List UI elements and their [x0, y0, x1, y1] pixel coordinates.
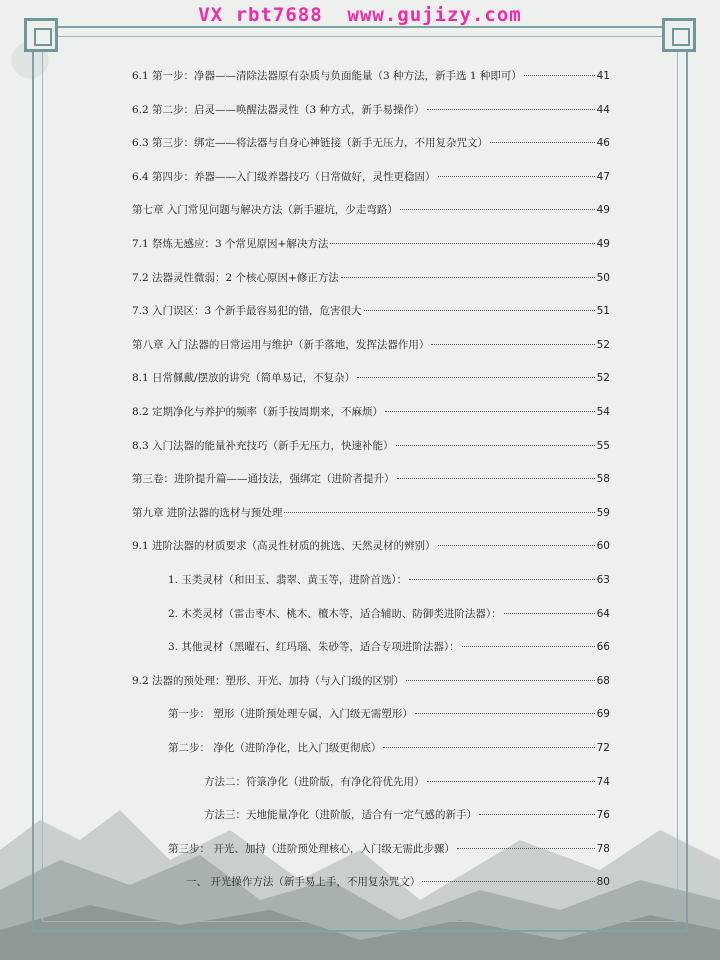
toc-entry-title: 3. 其他灵材（黑曜石、红玛瑙、朱砂等，适合专项进阶法器）： [168, 641, 460, 654]
watermark-text: VX rbt7688 www.gujizy.com [198, 4, 522, 26]
toc-entry-title: 6.1 第一步：净器——清除法器原有杂质与负面能量（3 种方法，新手选 1 种即可） [132, 70, 522, 82]
toc-page-number: 47 [596, 170, 610, 183]
toc-entry[interactable] [168, 841, 610, 857]
toc-entry-title: 6.3 第三步：绑定——将法器与自身心神链接（新手无压力，不用复杂咒文） [132, 137, 489, 150]
toc-dot-leader [385, 401, 595, 412]
toc-entry[interactable] [132, 68, 610, 84]
toc-entry[interactable] [168, 706, 610, 722]
toc-page-number: 72 [596, 742, 610, 754]
toc-entry-title: 第三卷：进阶提升篇——通技法，强绑定（进阶者提升） [132, 473, 395, 486]
toc-entry-title: 7.1 祭炼无感应：3 个常见原因+解决方法 [132, 238, 329, 250]
toc-page-number: 58 [596, 473, 610, 486]
toc-page-number: 69 [596, 708, 610, 721]
toc-dot-leader [330, 233, 594, 244]
toc-dot-leader [427, 99, 595, 110]
toc-entry[interactable] [132, 471, 610, 487]
toc-dot-leader [427, 771, 595, 782]
toc-entry-title: 1. 玉类灵材（和田玉、翡翠、黄玉等，进阶首选）： [168, 574, 408, 586]
toc-entry-title: 6.2 第二步：启灵——唤醒法器灵性（3 种方式，新手易操作） [132, 103, 425, 116]
toc-dot-leader [406, 670, 595, 681]
toc-page-number: 64 [596, 607, 610, 620]
toc-dot-leader [462, 636, 595, 647]
toc-entry-title: 9.1 进阶法器的材质要求（高灵性材质的挑选、天然灵材的辨别） [132, 540, 436, 553]
toc-dot-leader [431, 334, 594, 345]
toc-dot-leader [524, 65, 595, 76]
toc-entry[interactable] [132, 135, 610, 151]
toc-entry[interactable] [204, 774, 610, 790]
toc-entry-title: 第三步： 开光、加持（进阶预处理核心，入门级无需此步骤） [168, 842, 455, 855]
toc-page-number: 44 [596, 103, 610, 116]
toc-page-number: 68 [596, 674, 610, 687]
toc-dot-leader [396, 435, 595, 446]
toc-page-number: 59 [596, 506, 610, 519]
toc-page-number: 74 [596, 775, 610, 788]
toc-entry-title: 方法三：天地能量净化（进阶版，适合有一定气感的新手） [204, 809, 477, 822]
toc-entry[interactable] [132, 169, 610, 185]
toc-entry[interactable] [132, 404, 610, 420]
toc-entry-title: 方法二：符箓净化（进阶版，有净化符优先用） [204, 775, 425, 788]
toc-entry[interactable] [168, 639, 610, 655]
toc-entry-title: 一、 开光操作方法（新手易上手，不用复杂咒文） [186, 876, 421, 889]
toc-dot-leader [409, 569, 595, 580]
toc-page-number: 76 [596, 809, 610, 822]
toc-entry-title: 6.4 第四步：养器——入门级养器技巧（日常做好，灵性更稳固） [132, 170, 436, 183]
toc-entry[interactable] [132, 538, 610, 554]
toc-page-number: 78 [596, 842, 610, 855]
toc-page-number: 52 [596, 338, 610, 351]
toc-page-number: 41 [596, 70, 610, 82]
toc-dot-leader [383, 737, 594, 748]
toc-entry[interactable] [132, 505, 610, 521]
toc-dot-leader [504, 603, 595, 614]
toc-entry-title: 8.2 定期净化与养护的频率（新手按周期来，不麻烦） [132, 406, 384, 418]
toc-page-number: 51 [596, 305, 610, 318]
toc-entry-title: 8.1 日常佩戴/摆放的讲究（简单易记，不复杂） [132, 372, 356, 385]
toc-dot-leader [415, 703, 595, 714]
toc-entry-title: 第九章 进阶法器的选材与预处理 [132, 506, 283, 519]
toc-page-number: 52 [596, 372, 610, 385]
toc-entry[interactable] [168, 740, 610, 756]
toc-entry-title: 第七章 入门常见问题与解决方法（新手避坑，少走弯路） [132, 204, 398, 217]
toc-entry[interactable] [132, 303, 610, 319]
toc-entry[interactable] [132, 202, 610, 218]
toc-page-number: 46 [596, 137, 610, 150]
toc-entry[interactable] [132, 270, 610, 286]
toc-page-number: 49 [596, 204, 610, 217]
toc-entry[interactable] [168, 606, 610, 622]
toc-page-number: 54 [596, 406, 610, 418]
toc-entry-title: 第八章 入门法器的日常运用与维护（新手落地，发挥法器作用） [132, 338, 430, 351]
toc-entry-title: 7.2 法器灵性微弱：2 个核心原因+修正方法 [132, 271, 339, 284]
toc-page-number: 55 [596, 439, 610, 452]
toc-dot-leader [457, 838, 595, 849]
toc-dot-leader [357, 367, 595, 378]
toc-entry[interactable] [132, 370, 610, 386]
toc-entry-title: 7.3 入门误区：3 个新手最容易犯的错，危害很大 [132, 305, 362, 318]
toc-entry-title: 8.3 入门法器的能量补充技巧（新手无压力，快速补能） [132, 439, 394, 452]
toc-page-number: 63 [596, 574, 610, 586]
toc-page-number: 66 [596, 641, 610, 654]
toc-dot-leader [479, 804, 595, 815]
toc-entry[interactable] [132, 673, 610, 689]
toc-entry-title: 2. 木类灵材（雷击枣木、桃木、檀木等，适合辅助、防御类进阶法器）： [168, 607, 502, 620]
toc-dot-leader [364, 300, 595, 311]
toc-entry[interactable] [132, 102, 610, 118]
toc-dot-leader [397, 468, 595, 479]
toc-dot-leader [422, 871, 594, 882]
toc-dot-leader [438, 535, 595, 546]
toc-entry[interactable] [132, 337, 610, 353]
toc-page-number: 49 [596, 238, 610, 250]
toc-dot-leader [400, 199, 595, 210]
toc-entry[interactable] [204, 807, 610, 823]
toc-entry[interactable] [132, 438, 610, 454]
toc-dot-leader [438, 166, 595, 177]
toc-page-number: 60 [596, 540, 610, 553]
toc-dot-leader [284, 502, 594, 513]
toc-entry-title: 第一步： 塑形（进阶预处理专属，入门级无需塑形） [168, 708, 413, 721]
toc-entry[interactable] [132, 236, 610, 252]
toc-entry-title: 第二步： 净化（进阶净化，比入门级更彻底） [168, 742, 382, 754]
toc-dot-leader [341, 267, 595, 278]
toc-entry[interactable] [186, 874, 610, 890]
toc-entry[interactable] [168, 572, 610, 588]
toc-dot-leader [490, 132, 595, 143]
toc-entry-title: 9.2 法器的预处理：塑形、开光、加持（与入门级的区别） [132, 674, 405, 687]
toc-page-number: 80 [596, 876, 610, 889]
toc-page-number: 50 [596, 271, 610, 284]
